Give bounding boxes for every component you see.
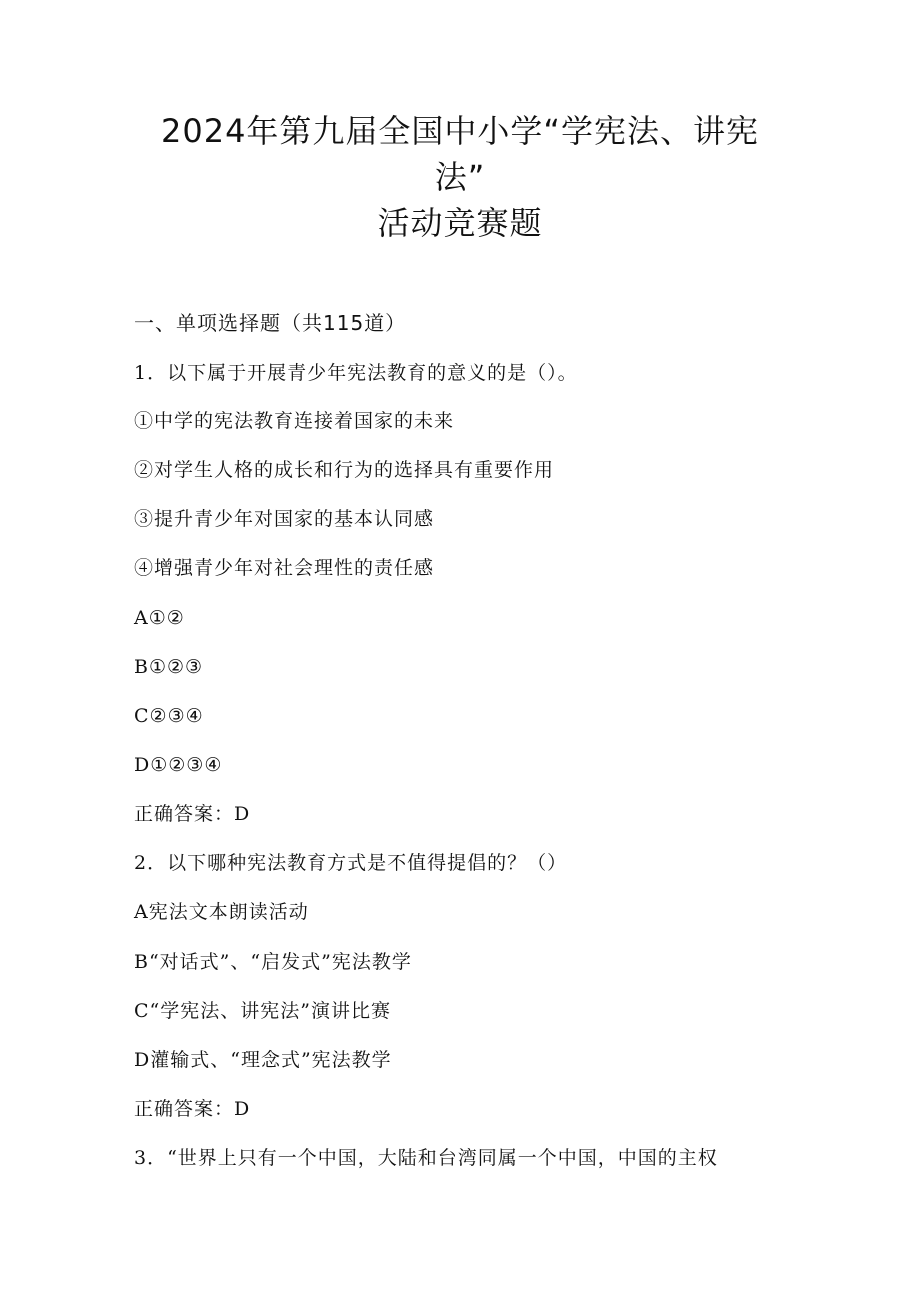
title-line-1: 2024年第九届全国中小学“学宪法、讲宪 [160, 112, 760, 150]
question-2-stem: 2．以下哪种宪法教育方式是不值得提倡的？（） [134, 852, 568, 874]
question-1-option-a: A①② [134, 607, 185, 629]
question-1-option-d: D①②③④ [134, 754, 223, 776]
question-2-answer: 正确答案：D [134, 1098, 251, 1120]
question-2-option-b: B“对话式”、“启发式”宪法教学 [134, 951, 412, 973]
question-2-option-c: C“学宪法、讲宪法”演讲比赛 [134, 1000, 391, 1022]
question-1-answer: 正确答案：D [134, 803, 251, 825]
question-1-statement-3: ③提升青少年对国家的基本认同感 [134, 508, 435, 530]
title-line-3: 活动竞赛题 [377, 204, 543, 242]
section-heading: 一、单项选择题（共115道） [134, 311, 407, 335]
question-3-stem: 3．“世界上只有一个中国，大陆和台湾同属一个中国，中国的主权 [134, 1147, 718, 1169]
title-line-2: 法” [434, 158, 486, 196]
question-2-option-a: A宪法文本朗读活动 [134, 901, 309, 923]
document-title [130, 108, 790, 246]
question-1-option-b: B①②③ [134, 656, 204, 678]
question-1-stem: 1．以下属于开展青少年宪法教育的意义的是（）。 [134, 362, 578, 384]
question-1-statement-2: ②对学生人格的成长和行为的选择具有重要作用 [134, 459, 555, 481]
question-1-option-c: C②③④ [134, 705, 204, 727]
question-1-statement-4: ④增强青少年对社会理性的责任感 [134, 557, 435, 579]
question-2-option-d: D灌输式、“理念式”宪法教学 [134, 1049, 392, 1071]
question-1-statement-1: ①中学的宪法教育连接着国家的未来 [134, 410, 455, 432]
